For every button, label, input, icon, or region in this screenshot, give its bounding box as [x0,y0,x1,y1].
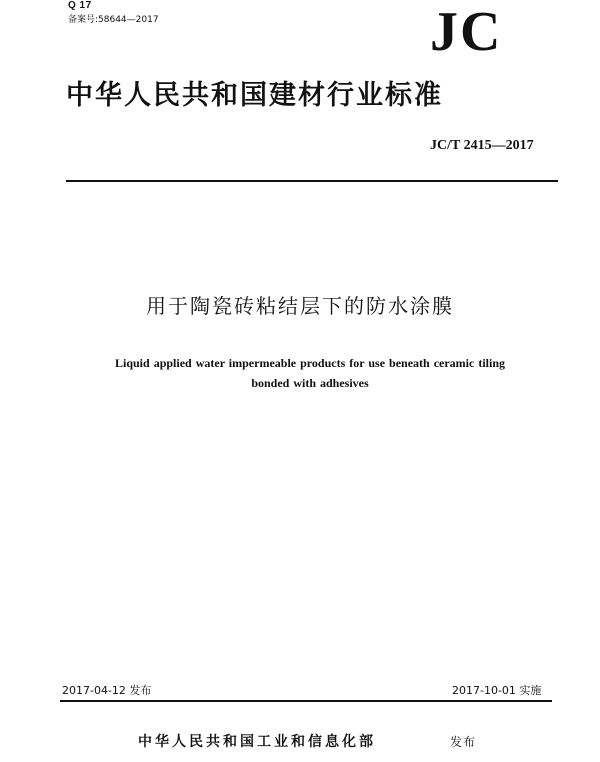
english-title-line-2: bonded with adhesives [251,376,369,390]
standard-number: JC/T 2415—2017 [430,138,534,153]
english-title [60,353,560,393]
standard-category-title: 中华人民共和国建材行业标准 [66,80,443,111]
issuing-authority-suffix: 发布 [450,735,477,749]
issue-date: 2017-04-12 发布 [62,684,152,697]
issuing-authority: 中华人民共和国工业和信息化部 [138,734,376,750]
english-title-line-1: Liquid applied water impermeable products for use beneath ceramic tiling [115,356,505,370]
record-number: 备案号:58644—2017 [68,15,159,25]
bottom-divider [60,700,552,702]
classification-code: Q 17 [68,0,92,11]
top-divider [66,180,558,182]
jc-logo: JC [430,1,503,63]
implementation-date: 2017-10-01 实施 [452,684,542,697]
chinese-title: 用于陶瓷砖粘结层下的防水涂膜 [146,294,454,318]
